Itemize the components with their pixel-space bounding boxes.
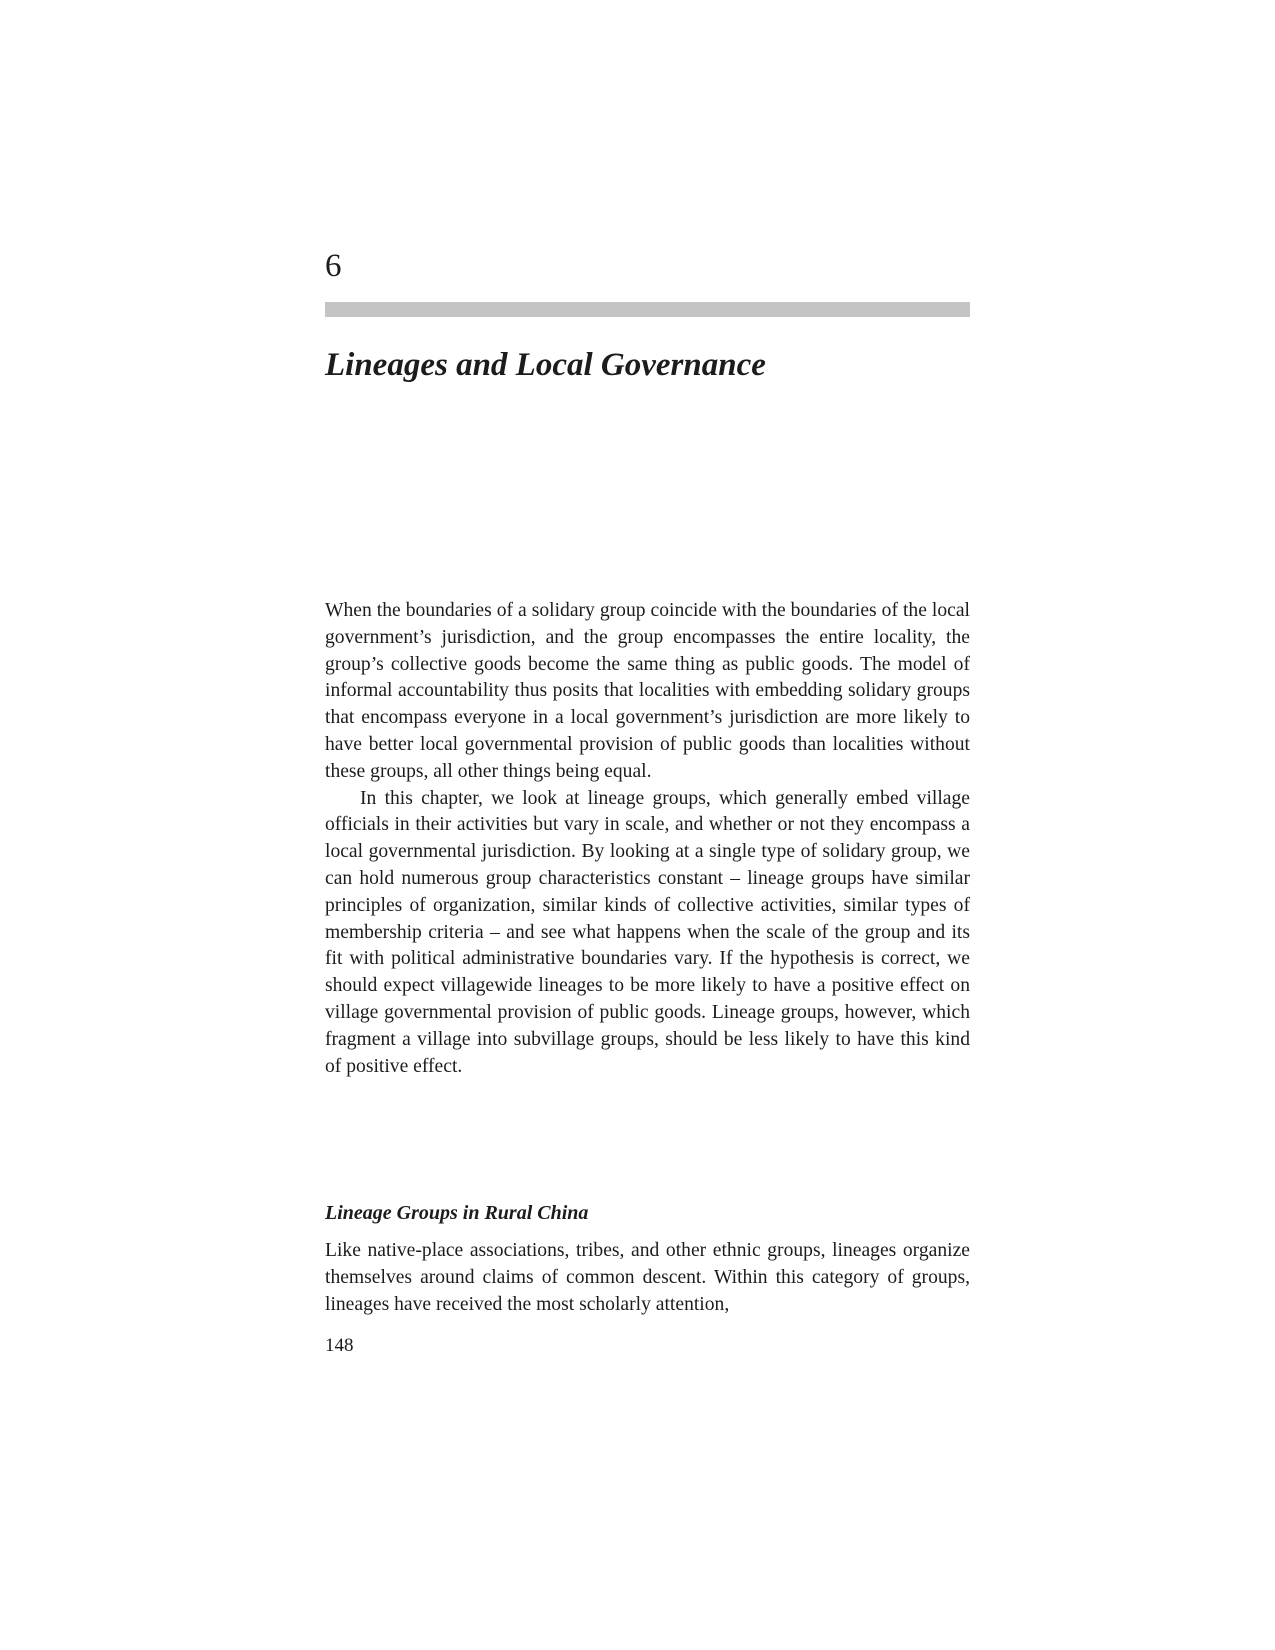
chapter-rule-divider [325,302,970,317]
body-paragraph: When the boundaries of a solidary group coincide with the boundaries of the local government’s jurisdiction, and the group encompasses the entire locality, the group’s collective goods become the same thing as public goods. The model of informal accountability thus posits that localities with embedding solidary groups that encompass everyone in a local government’s jurisdiction are more likely to have better local governmental provision of public goods than localities without these groups, all other things being equal. [325,600,970,782]
body-paragraph: Like native-place associations, tribes, and other ethnic groups, lineages organize themselves around claims of common descent. Within this category of groups, lineages have received the most scholarly attention, [325,1240,970,1315]
section-body [325,1238,970,1318]
chapter-body [325,598,970,1080]
chapter-number: 6 [325,248,342,284]
body-paragraph: In this chapter, we look at lineage groups, which generally embed village officials in their activities but vary in scale, and whether or not they encompass a local governmental jurisdiction. By looking at a single type of solidary group, we can hold numerous group characteristics constant – lineage groups have similar principles of organization, similar kinds of collective activities, similar types of membership criteria – and see what happens when the scale of the group and its fit with political administrative boundaries vary. If the hypothesis is correct, we should expect villagewide lineages to be more likely to have a positive effect on village governmental provision of public goods. Lineage groups, however, which fragment a village into subvillage groups, should be less likely to have this kind of positive effect. [325,787,970,1077]
chapter-title: Lineages and Local Governance [325,347,766,383]
section-heading: Lineage Groups in Rural China [325,1202,589,1224]
page-number: 148 [325,1335,354,1356]
